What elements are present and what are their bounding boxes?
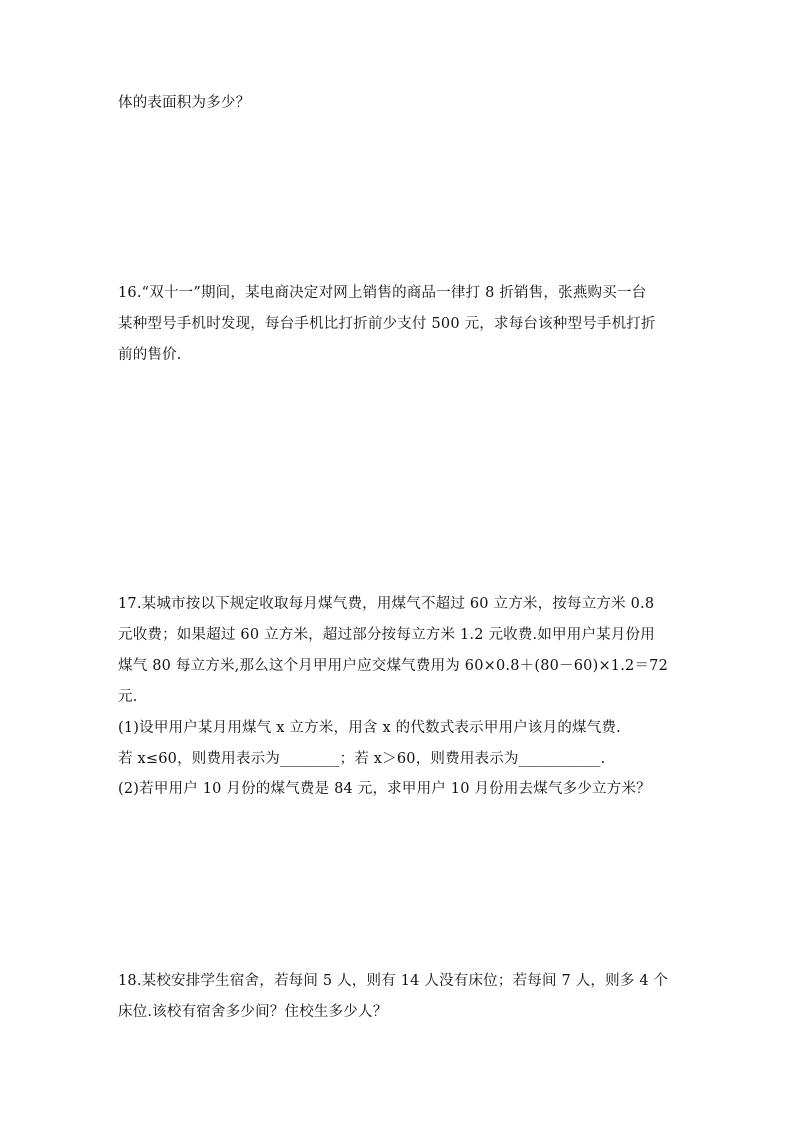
question-17-part-1: (1)设甲用户某月用煤气 x 立方米，用含 x 的代数式表示甲用户该月的煤气费.: [118, 720, 621, 736]
question-17-line-4: 元.: [118, 689, 138, 705]
question-16-line-3: 前的售价.: [118, 347, 182, 363]
question-18-line-1: 18.某校安排学生宿舍，若每间 5 人，则有 14 人没有床位；若每间 7 人，则多 4 个: [118, 973, 669, 989]
question-16-line-2: 某种型号手机时发现，每台手机比打折前少支付 500 元，求每台该种型号手机打折: [118, 316, 656, 332]
question-17-part-1-blanks: 若 x≤60，则费用表示为________；若 x＞60，则费用表示为___________.: [118, 751, 606, 767]
question-16-line-1: 16.“双十一”期间，某电商决定对网上销售的商品一律打 8 折销售，张燕购买一台: [118, 285, 647, 301]
question-17-line-2: 元收费；如果超过 60 立方米，超过部分按每立方米 1.2 元收费.如甲用户某月份用: [118, 627, 655, 643]
question-15-tail: 体的表面积为多少？: [118, 95, 251, 111]
question-17-line-3: 煤气 80 每立方米,那么这个月甲用户应交煤气费用为 60×0.8＋(80－60)×1.2＝72: [118, 658, 669, 674]
question-17-part-2: (2)若甲用户 10 月份的煤气费是 84 元，求甲用户 10 月份用去煤气多少立方米？: [118, 781, 651, 797]
question-17-line-1: 17.某城市按以下规定收取每月煤气费，用煤气不超过 60 立方米，按每立方米 0.8: [118, 596, 655, 612]
question-18-line-2: 床位.该校有宿舍多少间？住校生多少人？: [118, 1004, 388, 1020]
